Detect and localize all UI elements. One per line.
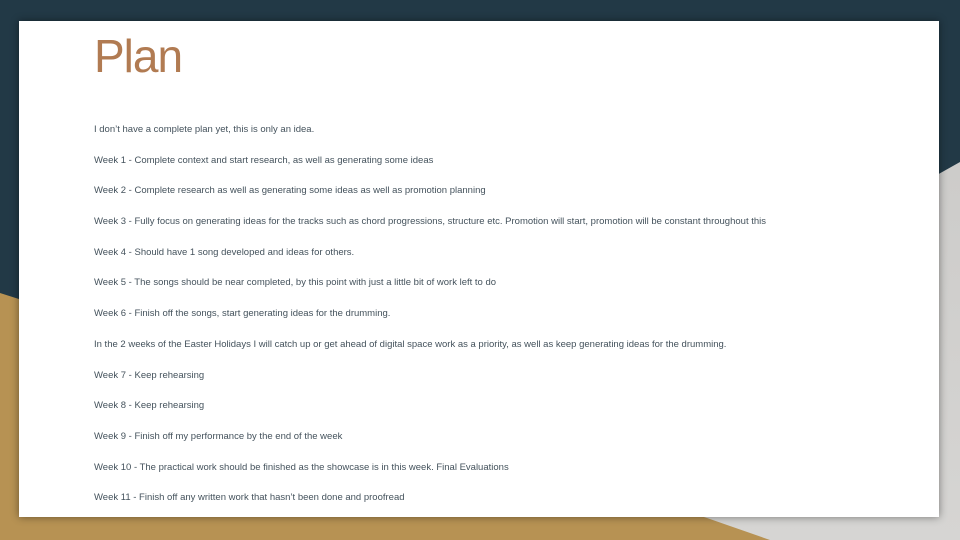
slide-card bbox=[19, 21, 939, 517]
plan-line-week-6: Week 6 - Finish off the songs, start generating ideas for the drumming. bbox=[94, 308, 391, 320]
plan-line-week-11: Week 11 - Finish off any written work that hasn’t been done and proofread bbox=[94, 492, 405, 504]
plan-line-week-8: Week 8 - Keep rehearsing bbox=[94, 400, 205, 412]
plan-line-week-3: Week 3 - Fully focus on generating ideas for the tracks such as chord progressions, structure etc. Promotion will start, promotion will be constant throughout this bbox=[94, 216, 767, 228]
plan-line-week-2: Week 2 - Complete research as well as generating some ideas as well as promotion planning bbox=[94, 185, 486, 197]
plan-text-block bbox=[94, 124, 919, 523]
slide-title: Plan bbox=[94, 30, 183, 82]
plan-line-week-9: Week 9 - Finish off my performance by the end of the week bbox=[94, 430, 343, 442]
plan-line-week-4: Week 4 - Should have 1 song developed and ideas for others. bbox=[94, 246, 355, 258]
plan-line-week-7: Week 7 - Keep rehearsing bbox=[94, 369, 205, 381]
plan-intro-line: I don’t have a complete plan yet, this is only an idea. bbox=[94, 124, 315, 135]
plan-line-week-10: Week 10 - The practical work should be finished as the showcase is in this week. Final Evaluations bbox=[94, 461, 509, 473]
plan-line-week-5: Week 5 - The songs should be near completed, by this point with just a little bit of work left to do bbox=[94, 277, 497, 289]
plan-line-easter-holidays: In the 2 weeks of the Easter Holidays I will catch up or get ahead of digital space work as a priority, as well as keep generating ideas for the drumming. bbox=[94, 338, 727, 350]
plan-line-week-1: Week 1 - Complete context and start research, as well as generating some ideas bbox=[94, 154, 434, 166]
